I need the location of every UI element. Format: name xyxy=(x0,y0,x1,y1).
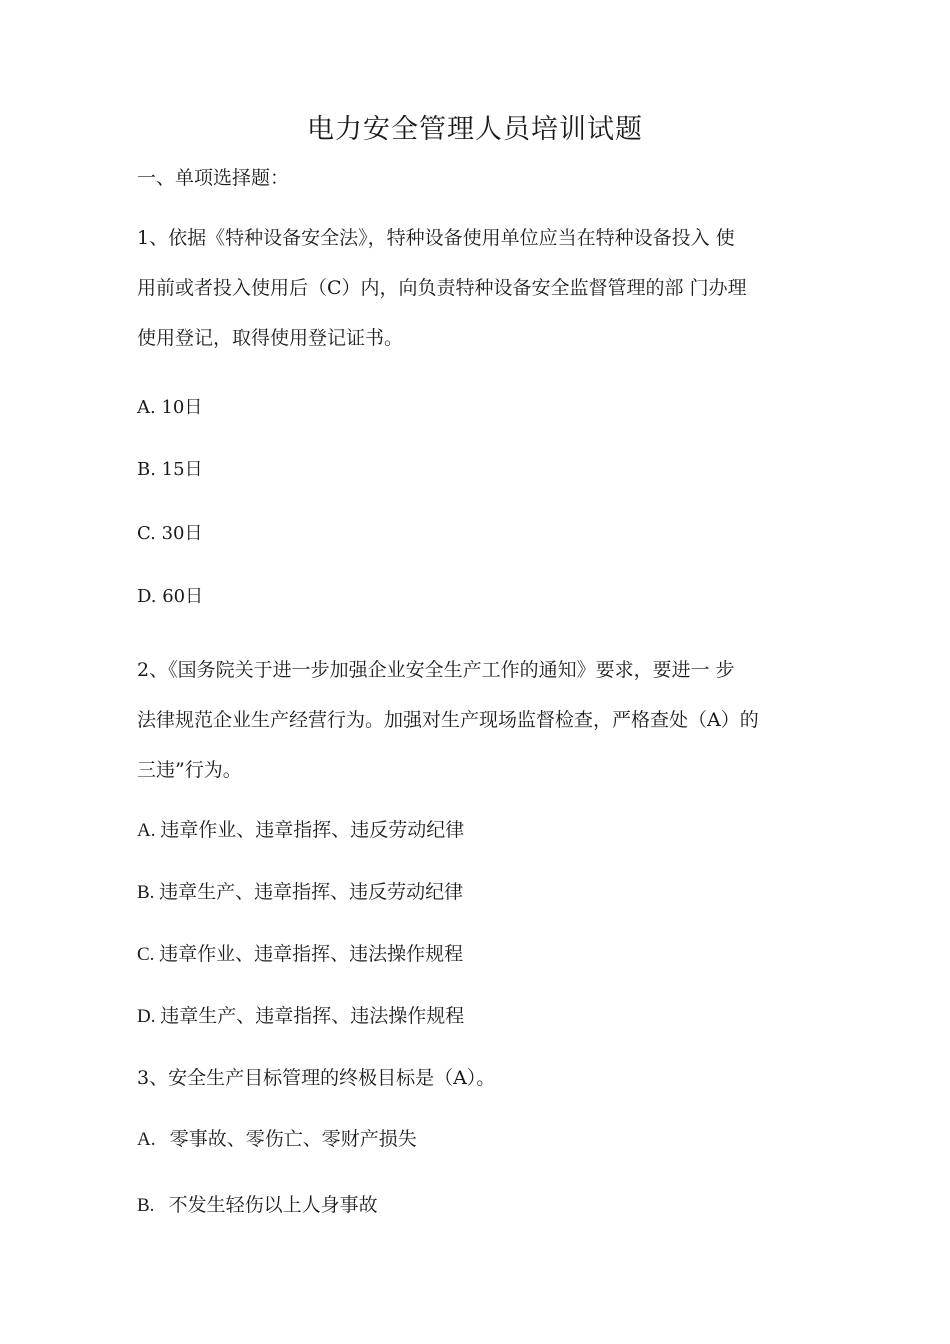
question-2-option-d: D. 违章生产、违章指挥、违法操作规程 xyxy=(137,1006,465,1027)
question-1-option-c: C. 30日 xyxy=(137,523,203,544)
question-1-line-1: 1、依据《特种设备安全法》，特种设备使用单位应当在特种设备投入 使 xyxy=(137,227,735,249)
question-2-line-2: 法律规范企业生产经营行为。加强对生产现场监督检查，严格查处（A）的 xyxy=(137,709,759,731)
question-3-option-b: B. 不发生轻伤以上人身事故 xyxy=(137,1195,378,1216)
question-2-line-3: 三违”行为。 xyxy=(137,759,242,781)
document-title: 电力安全管理人员培训试题 xyxy=(307,114,643,145)
question-1-option-d: D. 60日 xyxy=(137,586,204,607)
question-1-option-a: A. 10日 xyxy=(137,397,203,418)
question-3-option-a: A. 零事故、零伤亡、零财产损失 xyxy=(137,1129,417,1150)
question-2-option-c: C. 违章作业、违章指挥、违法操作规程 xyxy=(137,944,464,965)
question-1-option-b: B. 15日 xyxy=(137,459,203,480)
question-2-line-1: 2、《国务院关于进一步加强企业安全生产工作的通知》要求，要进一 步 xyxy=(137,659,735,681)
question-2-option-a: A. 违章作业、违章指挥、违反劳动纪律 xyxy=(137,820,465,841)
question-3-line-1: 3、安全生产目标管理的终极目标是（A）。 xyxy=(137,1067,496,1089)
section-heading: 一、单项选择题： xyxy=(137,167,290,189)
question-1-line-2: 用前或者投入使用后（C）内，向负责特种设备安全监督管理的部 门办理 xyxy=(137,277,747,299)
question-2-option-b: B. 违章生产、违章指挥、违反劳动纪律 xyxy=(137,882,464,903)
question-1-line-3: 使用登记，取得使用登记证书。 xyxy=(137,327,404,349)
